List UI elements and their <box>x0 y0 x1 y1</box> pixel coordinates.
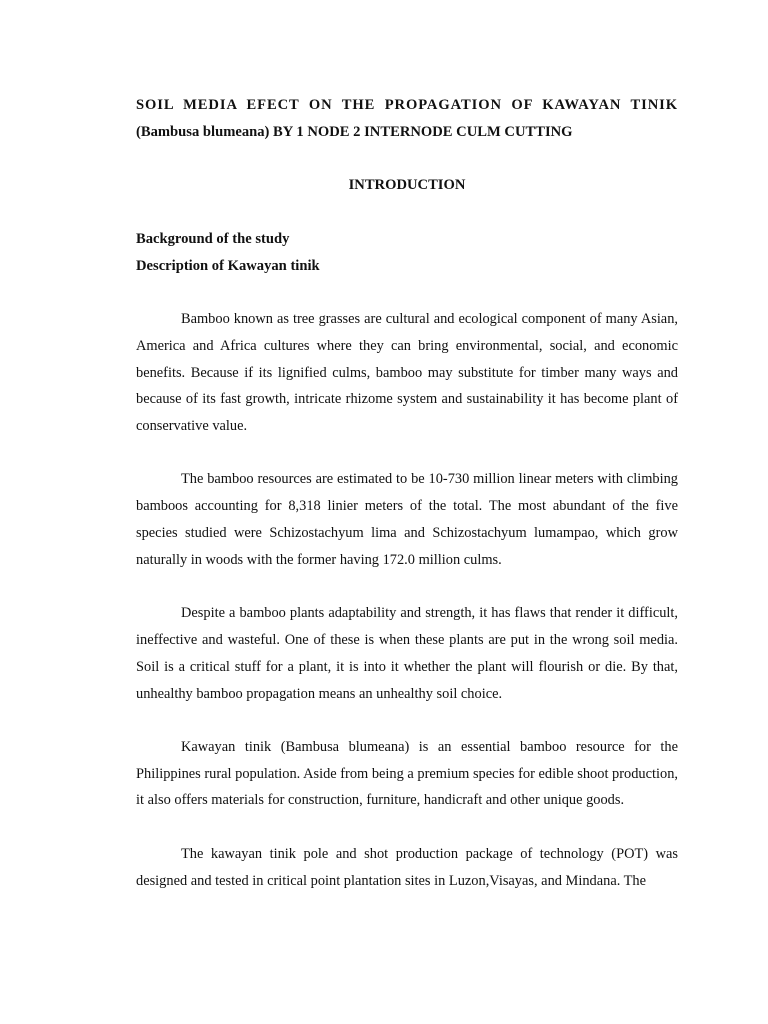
paragraph-3: Despite a bamboo plants adaptability and strength, it has flaws that render it difficult, ineffective and wasteful. One of these is when these plants are put in the wrong soil media. Soil is a critical stuff for a plant, it is into it whether the plant will flourish or die. By that, unhealthy bamboo propagation means an unhealthy soil choice. <box>136 605 678 702</box>
paragraph-4: Kawayan tinik (Bambusa blumeana) is an essential bamboo resource for the Philippines rural population. Aside from being a premium species for edible shoot production, it also offers materials for construction, furniture, handicraft and other unique goods. <box>136 738 678 809</box>
document-title-line-2: (Bambusa blumeana) BY 1 NODE 2 INTERNODE CULM CUTTING <box>136 124 573 140</box>
subheading-background: Background of the study <box>136 231 290 247</box>
document-title-line-1: SOIL MEDIA EFECT ON THE PROPAGATION OF KAWAYAN TINIK <box>136 97 678 113</box>
document-title <box>136 92 678 146</box>
subheading-description: Description of Kawayan tinik <box>136 258 320 274</box>
paragraph-1: Bamboo known as tree grasses are cultural and ecological component of many Asian, America and Africa cultures where they can bring environmental, social, and economic benefits. Because if its lignified culms, bamboo may substitute for timber many ways and because of its fast growth, intricate rhizome system and sustainability it has become plant of conservative value. <box>136 311 678 435</box>
document-body <box>136 92 678 894</box>
paragraph-5: The kawayan tinik pole and shot production package of technology (POT) was designed and tested in critical point plantation sites in Luzon,Visayas, and Mindana. The <box>136 845 678 889</box>
section-heading-introduction: INTRODUCTION <box>348 177 466 193</box>
paragraph-2: The bamboo resources are estimated to be 10-730 million linear meters with climbing bamboos accounting for 8,318 linier meters of the total. The most abundant of the five species studied were Schizostachyum lima and Schizostachyum lumampao, which grow naturally in woods with the former having 172.0 million culms. <box>136 471 678 568</box>
